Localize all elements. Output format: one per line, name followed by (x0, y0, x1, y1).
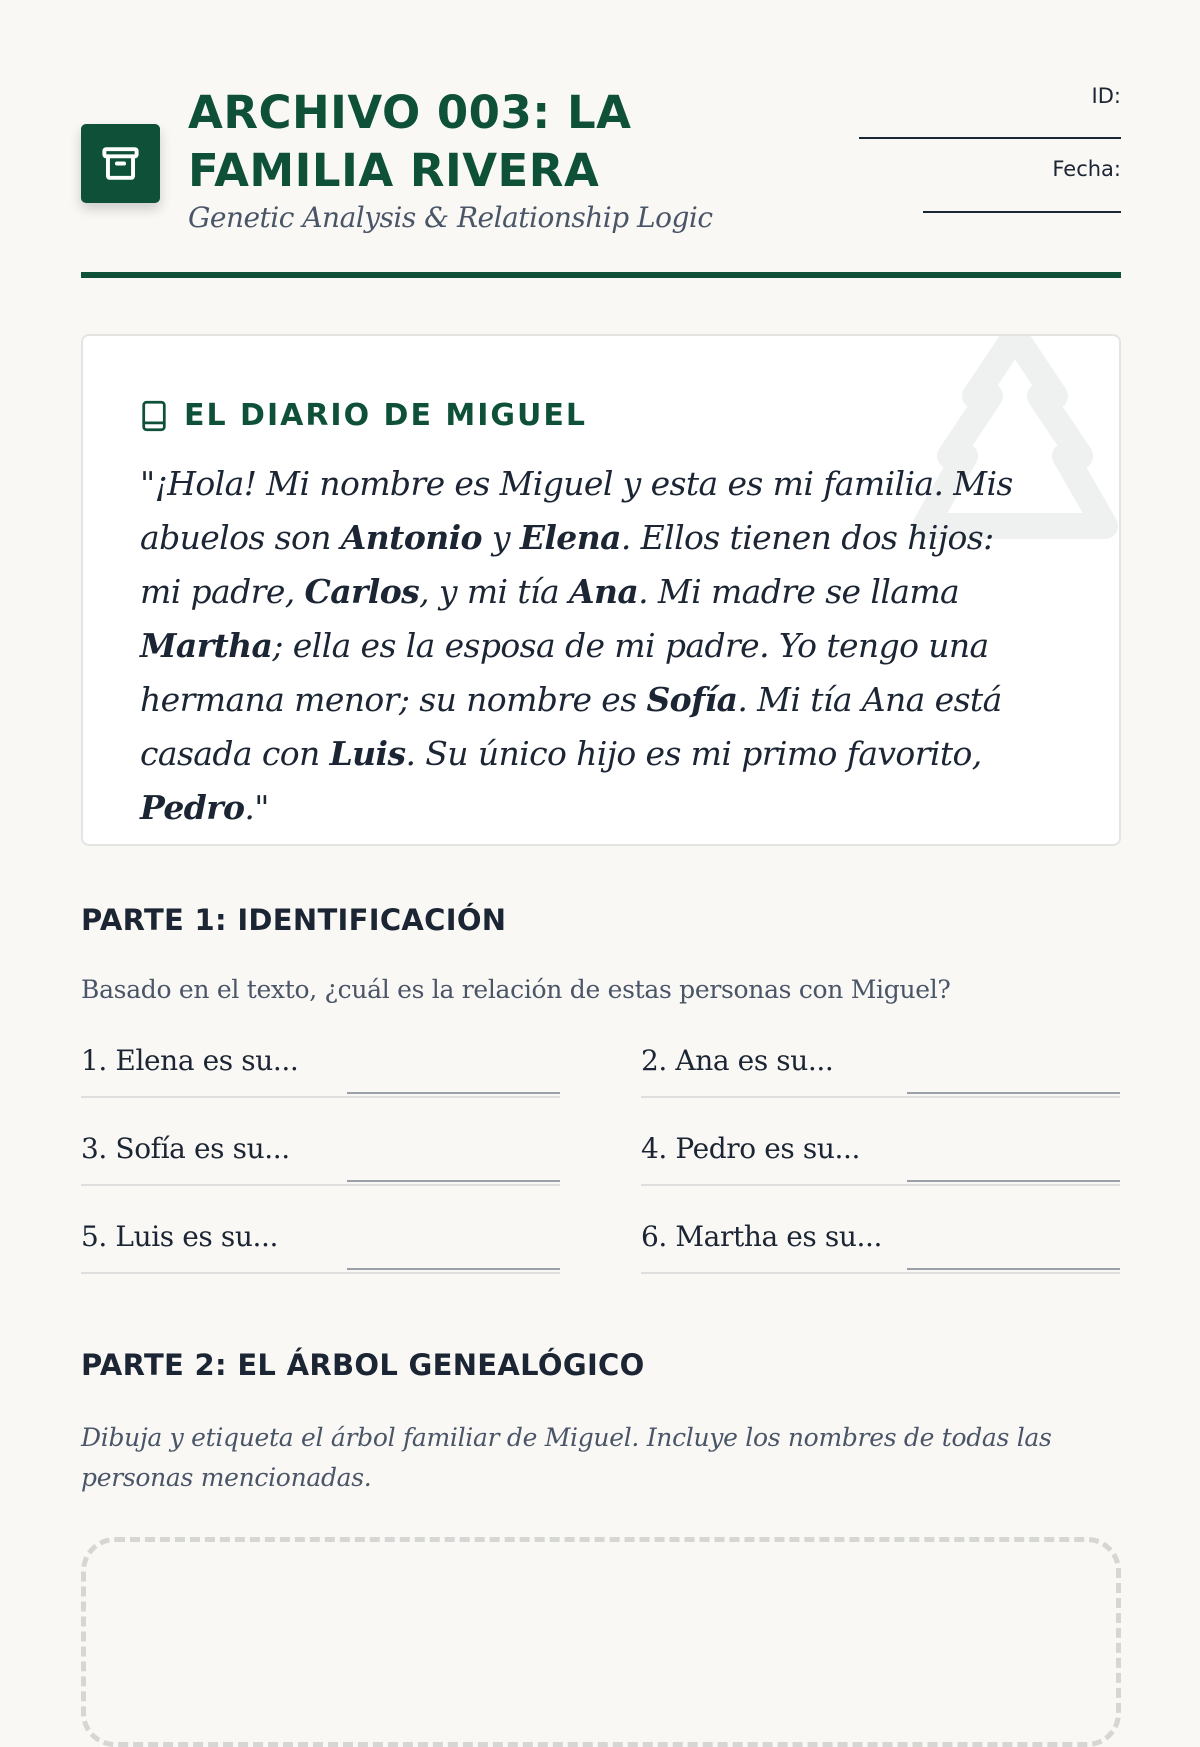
diary-card (81, 334, 1121, 846)
question-item (81, 1212, 560, 1274)
person-name: Pedro (140, 788, 245, 827)
person-name: Elena (519, 518, 621, 557)
question-label: 1. Elena es su... (81, 1044, 299, 1077)
id-field[interactable] (859, 137, 1121, 139)
question-item (641, 1036, 1120, 1098)
answer-field[interactable] (907, 1092, 1120, 1094)
question-label: 6. Martha es su... (641, 1220, 882, 1253)
family-tree-drawing-area[interactable] (81, 1537, 1121, 1747)
person-name: Ana (568, 572, 639, 611)
part2-title: PARTE 2: EL ÁRBOL GENEALÓGICO (81, 1348, 645, 1382)
diary-text: "¡Hola! Mi nombre es Miguel y esta es mi familia. Mis abuelos son Antonio y Elena. Ellos tienen dos hijos: mi padre, Carlos, y mi tía Ana. Mi madre se llama Martha; ella es la esposa de mi padre. Yo tengo una hermana menor; su nombre es Sofía. Mi tía Ana está casada con Luis. Su único hijo es mi primo favorito, Pedro." (140, 464, 1013, 827)
id-label: ID: (1091, 84, 1121, 108)
answer-field[interactable] (347, 1092, 560, 1094)
question-label: 4. Pedro es su... (641, 1132, 860, 1165)
page-title: ARCHIVO 003: LA FAMILIA RIVERA (188, 86, 632, 197)
answer-field[interactable] (907, 1268, 1120, 1270)
archive-box-icon (81, 124, 160, 203)
book-icon (140, 400, 168, 432)
worksheet-header (81, 0, 1121, 280)
date-field[interactable] (923, 211, 1121, 213)
question-item (641, 1212, 1120, 1274)
question-label: 5. Luis es su... (81, 1220, 279, 1253)
person-name: Martha (140, 626, 273, 665)
page-subtitle: Genetic Analysis & Relationship Logic (188, 201, 713, 234)
question-label: 2. Ana es su... (641, 1044, 834, 1077)
date-label: Fecha: (1052, 157, 1121, 181)
diary-heading: EL DIARIO DE MIGUEL (184, 398, 587, 433)
answer-field[interactable] (907, 1180, 1120, 1182)
answer-field[interactable] (347, 1268, 560, 1270)
answer-field[interactable] (347, 1180, 560, 1182)
question-item (81, 1124, 560, 1186)
question-label: 3. Sofía es su... (81, 1132, 290, 1165)
worksheet-page (81, 0, 1121, 1600)
person-name: Carlos (304, 572, 420, 611)
person-name: Sofía (646, 680, 738, 719)
question-item (641, 1124, 1120, 1186)
question-item (81, 1036, 560, 1098)
person-name: Luis (329, 734, 406, 773)
part1-title: PARTE 1: IDENTIFICACIÓN (81, 903, 507, 937)
header-divider (81, 272, 1121, 278)
part2-instruction: Dibuja y etiqueta el árbol familiar de Miguel. Incluye los nombres de todas las personas mencionadas. (81, 1423, 1052, 1492)
person-name: Antonio (340, 518, 482, 557)
part1-instruction: Basado en el texto, ¿cuál es la relación de estas personas con Miguel? (81, 975, 951, 1004)
